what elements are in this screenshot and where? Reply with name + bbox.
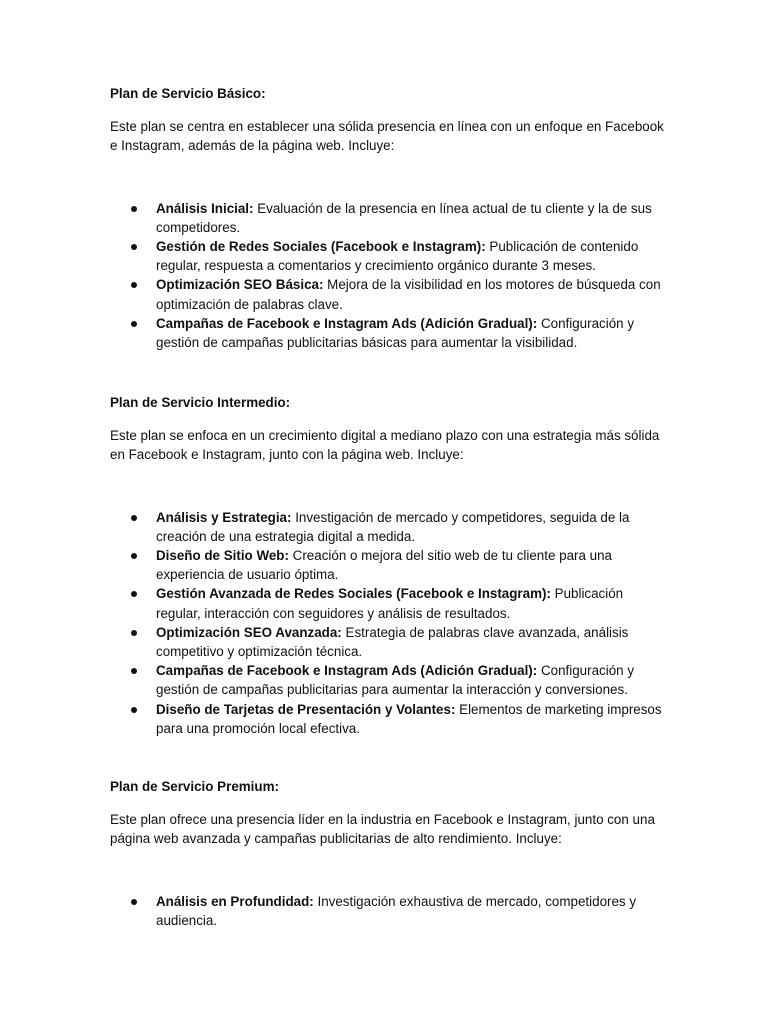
item-description: Estrategia de palabras clave avanzada, análisis competitivo y optimización técnica. [156, 624, 629, 660]
list-item [110, 623, 670, 661]
plan-intermedio-intro: Este plan se enfoca en un crecimiento digital a mediano plazo con una estrategia más sólida en Facebook e Instagram, junto con la página web. Incluye: [110, 428, 660, 463]
bullet-icon [131, 591, 137, 597]
item-description: Configuración y gestión de campañas publicitarias básicas para aumentar la visibilidad. [156, 315, 635, 351]
plan-intermedio-section [110, 393, 670, 738]
item-description: Publicación de contenido regular, respuesta a comentarios y crecimiento orgánico durante 3 meses. [156, 239, 639, 274]
bullet-icon [131, 515, 137, 521]
bullet-icon [131, 244, 137, 250]
list-item [110, 237, 670, 275]
item-description: Creación o mejora del sitio web de tu cliente para una experiencia de usuario óptima. [156, 548, 613, 583]
list-item [110, 199, 670, 237]
list-item [110, 546, 670, 584]
bullet-icon [131, 321, 137, 327]
item-term: Campañas de Facebook e Instagram Ads (Adición Gradual): [156, 663, 538, 679]
plan-basico-heading: Plan de Servicio Básico: [110, 86, 266, 101]
bullet-icon [131, 553, 137, 559]
item-term: Gestión Avanzada de Redes Sociales (Facebook e Instagram): [156, 586, 551, 602]
bullet-icon [131, 206, 137, 212]
item-description: Mejora de la visibilidad en los motores de búsqueda con optimización de palabras clave. [156, 277, 661, 312]
list-item [110, 314, 670, 352]
item-term: Análisis en Profundidad: [156, 893, 314, 909]
item-description: Configuración y gestión de campañas publicitarias para aumentar la interacción y conversiones. [156, 663, 635, 698]
item-term: Optimización SEO Avanzada: [156, 624, 342, 640]
item-description: Publicación regular, interacción con seguidores y análisis de resultados. [156, 586, 624, 621]
list-item [110, 584, 670, 622]
plan-basico-list [110, 199, 670, 353]
item-description: Investigación exhaustiva de mercado, competidores y audiencia. [156, 893, 637, 928]
item-term: Diseño de Sitio Web: [156, 548, 289, 564]
item-term: Diseño de Tarjetas de Presentación y Volantes: [156, 701, 456, 717]
item-term: Optimización SEO Básica: [156, 277, 324, 293]
plan-intermedio-list [110, 508, 670, 738]
list-item [110, 275, 670, 313]
item-description: Evaluación de la presencia en línea actual de tu cliente y la de sus competidores. [156, 200, 652, 235]
plan-premium-section [110, 777, 670, 930]
bullet-icon [131, 899, 137, 905]
list-item [110, 892, 670, 930]
item-term: Campañas de Facebook e Instagram Ads (Adición Gradual): [156, 315, 538, 331]
item-term: Análisis y Estrategia: [156, 509, 292, 525]
plan-premium-heading: Plan de Servicio Premium: [110, 779, 279, 794]
bullet-icon [131, 282, 137, 288]
item-term: Gestión de Redes Sociales (Facebook e Instagram): [156, 239, 486, 255]
item-term: Análisis Inicial: [156, 200, 254, 216]
item-description: Elementos de marketing impresos para una promoción local efectiva. [156, 701, 662, 736]
item-description: Investigación de mercado y competidores, seguida de la creación de una estrategia digital a medida. [156, 509, 630, 544]
bullet-icon [131, 630, 137, 636]
plan-intermedio-heading: Plan de Servicio Intermedio: [110, 395, 291, 410]
plan-premium-list [110, 892, 670, 930]
plan-premium-intro: Este plan ofrece una presencia líder en la industria en Facebook e Instagram, junto con una página web avanzada y campañas publicitarias de alto rendimiento. Incluye: [110, 812, 655, 847]
list-item [110, 508, 670, 546]
bullet-icon [131, 668, 137, 674]
list-item [110, 700, 670, 738]
bullet-icon [131, 707, 137, 713]
plan-basico-intro: Este plan se centra en establecer una sólida presencia en línea con un enfoque en Facebook e Instagram, además de la página web. Incluye: [110, 119, 664, 154]
plan-basico-section [110, 84, 670, 352]
list-item [110, 661, 670, 699]
